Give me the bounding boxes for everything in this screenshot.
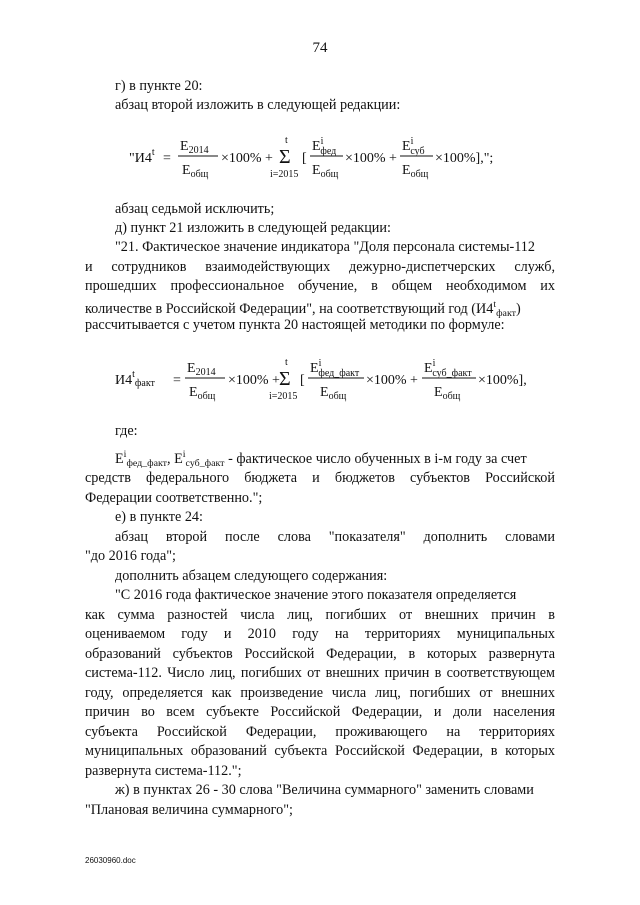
text-line: муниципальных образований субъекта Российской Федерации, в которых	[85, 743, 555, 759]
formula-2-num1: $E_{2014}$	[187, 361, 216, 378]
text-line: е) в пункте 24:	[115, 509, 203, 525]
formula-2-lhs: $И4^t_{факт}$	[115, 369, 155, 389]
text-line: как сумма разностей числа лиц, погибших от внешних причин в	[85, 607, 555, 623]
text-line: рассчитывается с учетом пункта 20 настоящей методики по формуле:	[85, 317, 505, 333]
text-line: количестве в Российской Федерации", на соответствующий год $(И4^t_{факт})$	[85, 299, 521, 319]
formula-2-bracket: [	[300, 373, 305, 388]
formula-2-tail: ×100%],	[478, 373, 527, 388]
text-line: абзац второй после слова "показателя" дополнить словами	[115, 529, 555, 545]
formula-1-eq: =	[163, 151, 171, 166]
text-line: Федерации соответственно.";	[85, 490, 263, 506]
text-line: средств федерального бюджета и бюджетов субъектов Российской	[85, 470, 555, 486]
text-line: "С 2016 года фактическое значение этого показателя определяется	[115, 587, 517, 603]
formula-1-times-a: ×100% +	[221, 151, 273, 166]
formula-1-den2: $E_{общ}$	[312, 163, 339, 180]
sum-symbol: Σ	[279, 146, 291, 168]
text-line: "21. Фактическое значение индикатора "Доля персонала системы-112	[115, 239, 535, 255]
formula-2-eq: =	[173, 373, 181, 388]
sum-upper: t	[285, 135, 288, 146]
text-line: д) пункт 21 изложить в следующей редакции:	[115, 220, 391, 236]
formula-1-den1: $E_{общ}$	[182, 163, 209, 180]
formula-1-num2: $E^i$ фед	[312, 136, 337, 157]
formula-1-times-b: ×100% +	[345, 151, 397, 166]
formula-1-num1: $E_{2014}$	[180, 139, 209, 156]
footer-filename: 26030960.doc	[85, 856, 136, 865]
formula-1-den3: $E_{общ}$	[402, 163, 429, 180]
text-line: причин во всем субъекте Российской Федерации, и доли населения	[85, 704, 555, 720]
sum-upper: t	[285, 357, 288, 368]
formula-2-times-b: ×100% +	[366, 373, 418, 388]
formula-2-den3: $E_{общ}$	[434, 385, 461, 402]
text-line: образований субъектов Российской Федерации, в которых развернута	[85, 646, 555, 662]
sum-lower: i=2015	[270, 169, 299, 180]
text-line: прошедших профессиональное обучение, в общем необходимом их	[85, 278, 555, 294]
text-line: субъекта Российской Федерации, проживающего на территориях	[85, 724, 555, 740]
formula-1-lhs: "И4$^t$	[129, 147, 155, 166]
text-line: году, определяется как произведение числа лиц, погибших от внешних	[85, 685, 555, 701]
text-line: "Плановая величина суммарного";	[85, 802, 293, 818]
text-line: развернута система-112.";	[85, 763, 242, 779]
formula-1-tail: ×100%],";	[435, 151, 494, 166]
text-line: абзац второй изложить в следующей редакции:	[115, 97, 401, 113]
text-line: система-112. Число лиц, погибших от внешних причин в соответствующем	[85, 665, 555, 681]
text-line: ж) в пунктах 26 - 30 слова "Величина суммарного" заменить словами	[115, 782, 534, 798]
page-number: 74	[312, 40, 328, 56]
formula-2-num3: $E^i$ суб_факт	[424, 358, 472, 379]
formula-2-times-a: ×100% +	[228, 373, 280, 388]
sum-lower: i=2015	[269, 391, 298, 402]
text-line: абзац седьмой исключить;	[115, 201, 275, 217]
text-line: $E^i_{фед\_факт}$, $E^i_{суб\_факт}$ - фактическое число обученных в i-м году за счет	[115, 449, 527, 469]
formula-1-num3: $E^i$ суб	[402, 136, 425, 157]
formula-2-num2: $E^i$ фед_факт	[310, 358, 360, 379]
formula-1-bracket: [	[302, 151, 307, 166]
text-line: где:	[115, 423, 138, 439]
formula-2-den1: $E_{общ}$	[189, 385, 216, 402]
text-line: оцениваемом году и 2010 году на территориях муниципальных	[85, 626, 555, 642]
text-line: дополнить абзацем следующего содержания:	[115, 568, 388, 584]
formula-2-den2: $E_{общ}$	[320, 385, 347, 402]
sum-symbol: Σ	[279, 368, 291, 390]
text-line: г) в пункте 20:	[115, 78, 203, 94]
text-line: и сотрудников взаимодействующих дежурно-диспетчерских служб,	[85, 259, 555, 275]
text-line: "до 2016 года";	[85, 548, 176, 564]
